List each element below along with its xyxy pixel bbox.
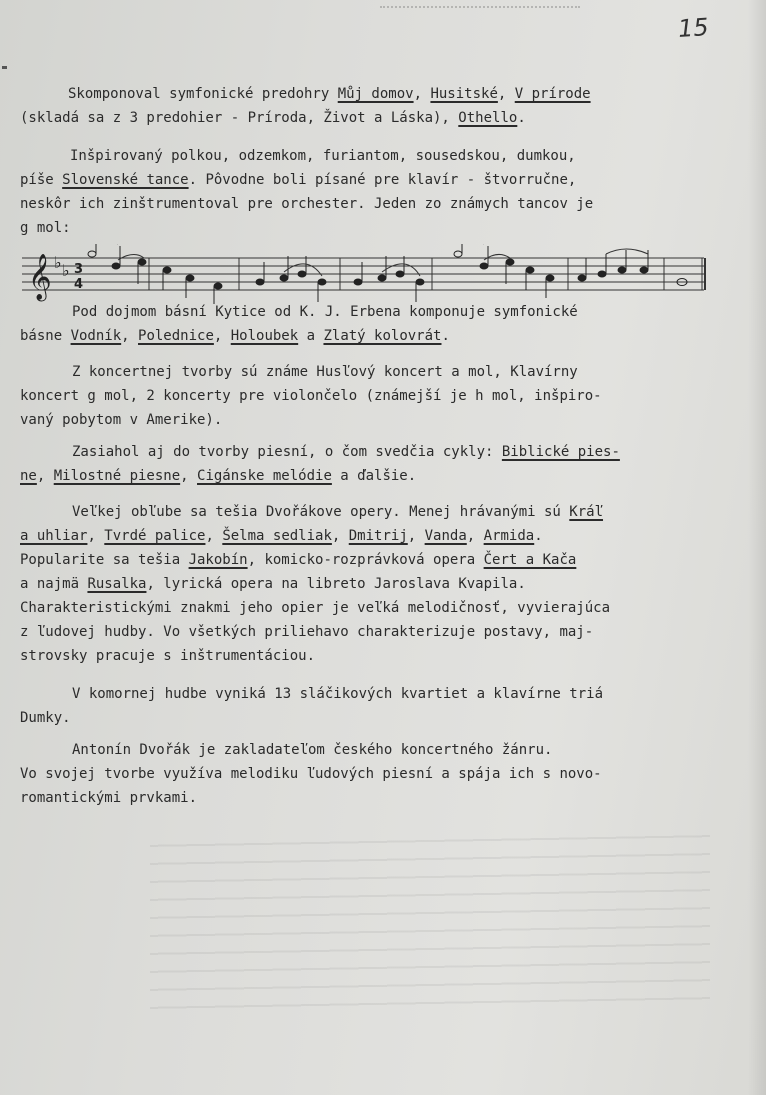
p2-line4: g mol: [20, 220, 71, 236]
p6-line7: strovsky pracuje s inštrumentáciou. [20, 648, 316, 664]
margin-mark [2, 66, 7, 69]
p4-line1: Z koncertnej tvorby sú známe Husľový koncert a mol, Klavírny [72, 364, 578, 380]
p7-line2: Dumky. [20, 710, 71, 726]
work-title: Čert a Kača [483, 552, 577, 568]
work-title: Kráľ [569, 504, 604, 520]
p1-line2: (skladá sa z 3 predohier - Príroda, Život a Láska), Othello. [20, 110, 526, 126]
p8-line1: Antonín Dvořák je zakladateľom českého koncertného žánru. [72, 742, 553, 758]
work-title: Zlatý kolovrát [323, 328, 442, 344]
p8-line2: Vo svojej tvorbe využíva melodiku ľudových piesní a spája ich s novo- [20, 766, 602, 782]
p2-line3: neskôr ich zinštrumentoval pre orchester. Jeden zo známych tancov je [20, 196, 594, 212]
p8-line3: romantickými prvkami. [20, 790, 198, 806]
p3-line2: básne Vodník, Polednice, Holoubek a Zlatý kolovrát. [20, 328, 450, 344]
work-title: Milostné piesne [53, 468, 181, 484]
work-title: Polednice [138, 328, 214, 344]
work-title: Holoubek [230, 328, 299, 344]
work-title: V prírode [514, 86, 591, 102]
work-title: Othello [458, 110, 518, 126]
p1-line1: Skomponoval symfonické predohry Můj domov, Husitské, V prírode [68, 86, 591, 102]
bleed-through-text [150, 821, 710, 1011]
p5-line2: ne, Milostné piesne, Cigánske melódie a ďalšie. [20, 468, 417, 484]
p7-line1: V komornej hudbe vyniká 13 sláčikových kvartiet a klavírne triá [72, 686, 604, 702]
work-title: Slovenské tance [62, 172, 189, 188]
p2-line1: Inšpirovaný polkou, odzemkom, furiantom, sousedskou, dumkou, [70, 148, 576, 164]
work-title: a uhliar [20, 528, 88, 544]
p4-line3: vaný pobytom v Amerike). [20, 412, 223, 428]
work-title: Cigánske melódie [197, 468, 332, 484]
work-title: Rusalka [87, 576, 147, 592]
svg-text:♭: ♭ [62, 261, 70, 280]
work-title: Tvrdé palice [104, 528, 206, 544]
work-title: Dmitrij [348, 528, 408, 544]
faint-top-marks [380, 6, 580, 14]
work-title: Jakobín [188, 552, 248, 568]
work-title: Můj domov [337, 86, 414, 102]
p6-line6: z ľudovej hudby. Vo všetkých priliehavo charakterizuje postavy, maj- [20, 624, 594, 640]
treble-clef-icon: 𝄞 [28, 254, 52, 300]
page-edge-shadow [748, 0, 766, 1095]
p6-line1: Veľkej obľube sa tešia Dvořákove opery. Menej hrávanými sú Kráľ [72, 504, 604, 520]
svg-text:4: 4 [74, 277, 84, 292]
work-title: Armida [483, 528, 535, 544]
p6-line4: a najmä Rusalka, lyrická opera na libreto Jaroslava Kvapila. [20, 576, 526, 592]
music-staff [22, 244, 706, 304]
p2-line2: píše Slovenské tance. Pôvodne boli písané pre klavír - štvorručne, [20, 172, 577, 188]
p4-line2: koncert g mol, 2 koncerty pre violončelo (známejší je h mol, inšpiro- [20, 388, 602, 404]
work-title: Biblické pies- [501, 444, 620, 460]
work-title: Šelma sedliak [222, 528, 332, 544]
svg-text:3: 3 [74, 262, 84, 277]
work-title: ne [20, 468, 37, 484]
p6-line5: Charakteristickými znakmi jeho opier je veľká melodičnosť, vyvierajúca [20, 600, 611, 616]
work-title: Vodník [70, 328, 122, 344]
p3-line1: Pod dojmom básní Kytice od K. J. Erbena komponuje symfonické [72, 304, 578, 320]
p6-line2: a uhliar, Tvrdé palice, Šelma sedliak, Dmitrij, Vanda, Armida. [20, 528, 543, 544]
page-number: 15 [677, 12, 710, 44]
p5-line1: Zasiahol aj do tvorby piesní, o čom svedčia cykly: Biblické pies- [72, 444, 620, 460]
work-title: Vanda [424, 528, 467, 544]
work-title: Husitské [430, 86, 498, 102]
svg-text:♭: ♭ [54, 253, 62, 272]
p6-line3: Popularite sa tešia Jakobín, komicko-rozprávková opera Čert a Kača [20, 552, 577, 568]
